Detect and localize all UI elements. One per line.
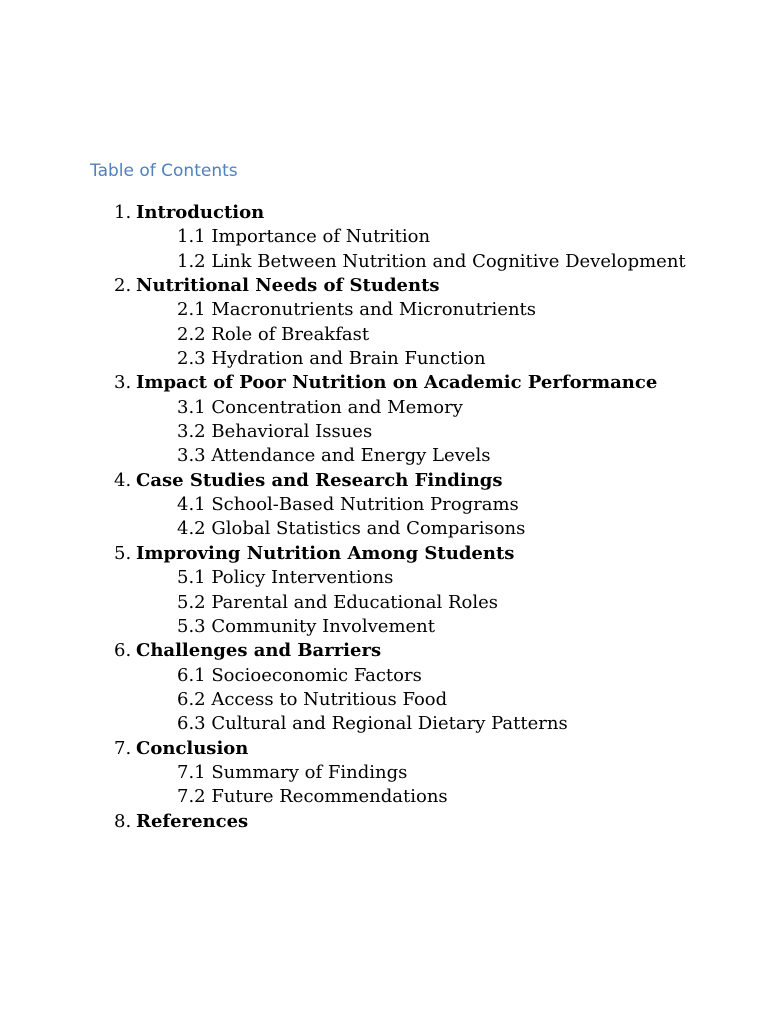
toc-section-number: 7.	[114, 737, 132, 759]
toc-subsection-title: 7.2 Future Recommendations	[177, 786, 448, 808]
toc-subsection-title: 6.2 Access to Nutritious Food	[177, 688, 448, 710]
toc-section-title: Improving Nutrition Among Students	[136, 542, 515, 564]
toc-section-number: 8.	[114, 810, 132, 832]
toc-section-title: Challenges and Barriers	[136, 640, 382, 662]
toc-subsection-title: 2.3 Hydration and Brain Function	[177, 348, 486, 370]
toc-section-number: 3.	[114, 372, 132, 394]
toc-subsection-title: 5.2 Parental and Educational Roles	[177, 591, 498, 613]
toc-subsection-title: 6.1 Socioeconomic Factors	[177, 664, 422, 686]
toc-subsection-title: 6.3 Cultural and Regional Dietary Patterns	[177, 713, 568, 735]
toc-section-number: 1.	[114, 202, 132, 223]
toc-section-title: Nutritional Needs of Students	[136, 275, 440, 297]
toc-subsection-title: 5.3 Community Involvement	[177, 615, 435, 637]
toc-subsection-title: 5.1 Policy Interventions	[177, 567, 394, 589]
toc-section-title: References	[136, 810, 249, 832]
toc-section-title: Case Studies and Research Findings	[136, 469, 503, 491]
toc-subsection-title: 7.1 Summary of Findings	[177, 761, 408, 783]
toc-subsection-title: 2.2 Role of Breakfast	[177, 323, 370, 345]
toc-subsection-title: 3.1 Concentration and Memory	[177, 396, 463, 418]
toc-heading: Table of Contents	[90, 161, 238, 181]
toc-subsection-title: 3.3 Attendance and Energy Levels	[177, 445, 491, 467]
toc-section-number: 2.	[114, 275, 132, 297]
toc-section-number: 6.	[114, 640, 132, 662]
toc-section-title: Conclusion	[136, 737, 249, 759]
toc-section-number: 5.	[114, 542, 132, 564]
toc-subsection-title: 3.2 Behavioral Issues	[177, 421, 373, 443]
toc-section-title: Introduction	[136, 202, 265, 223]
toc-section-number: 4.	[114, 469, 132, 491]
toc-subsection-title: 2.1 Macronutrients and Micronutrients	[177, 299, 537, 321]
toc-subsection-title: 1.1 Importance of Nutrition	[177, 226, 431, 248]
toc-section-title: Impact of Poor Nutrition on Academic Performance	[136, 372, 658, 394]
toc-subsection-title: 1.2 Link Between Nutrition and Cognitive Development	[177, 250, 686, 272]
toc-subsection-title: 4.1 School-Based Nutrition Programs	[177, 494, 519, 516]
toc-subsection-title: 4.2 Global Statistics and Comparisons	[177, 518, 526, 540]
